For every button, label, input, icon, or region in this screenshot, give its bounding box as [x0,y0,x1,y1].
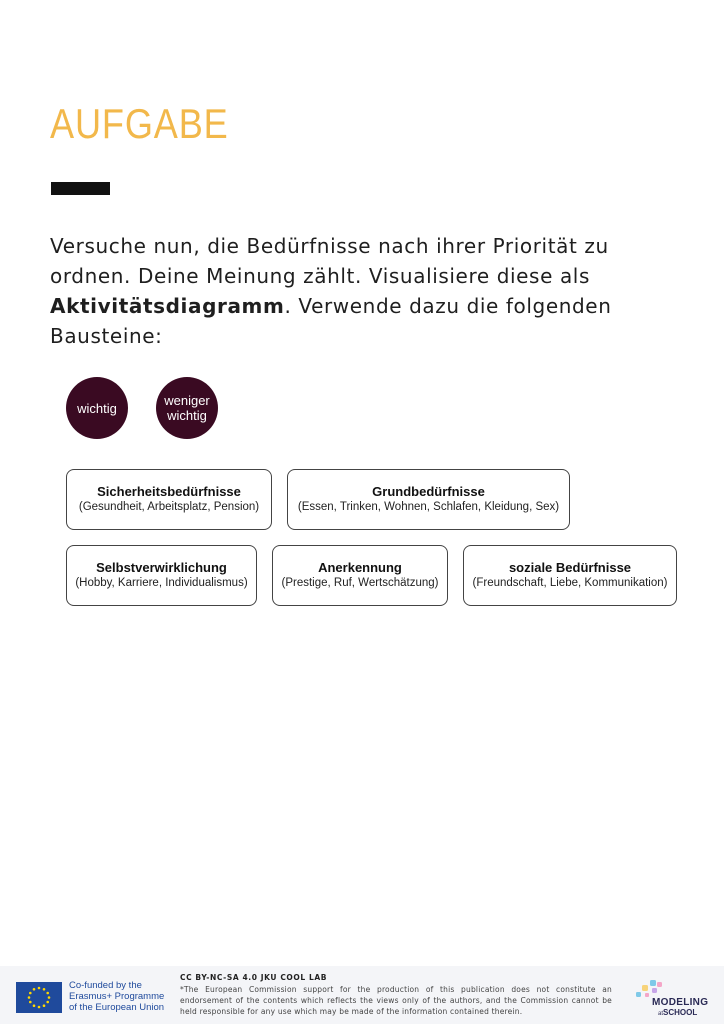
block-detail: (Prestige, Ruf, Wertschätzung) [281,577,439,589]
block-detail: (Gesundheit, Arbeitsplatz, Pension) [78,501,260,513]
block-title: Anerkennung [318,560,402,575]
block-basic-needs [287,469,570,530]
disclaimer-text: *The European Commission support for the production of this publication does not constitute an endorsement of the contents which reflects the views only of the authors, and the Commission cannot be held responsible for any use which may be made of the information contained therein. [180,985,612,1016]
block-recognition [272,545,448,606]
circle-label: wichtig [77,400,117,416]
eu-flag-icon [16,982,62,1013]
block-detail: (Freundschaft, Liebe, Kommunikation) [472,577,668,589]
intro-bold-term: Aktivitätsdiagramm [50,294,285,318]
intro-text: Versuche nun, die Bedürfnisse nach ihrer Priorität zu ordnen. Deine Meinung zählt. Visualisiere diese als [50,234,609,288]
intro-text-end: . Verwende dazu die folgenden Bausteine: [50,294,612,348]
block-self-actualization [66,545,257,606]
block-social-needs [463,545,677,606]
block-title: soziale Bedürfnisse [508,560,632,575]
license-label: CC BY-NC-SA 4.0 JKU COOL LAB [180,973,328,982]
logo-text: MODELING [652,997,709,1008]
task-description [50,231,690,351]
block-title: Sicherheitsbedürfnisse [97,484,241,499]
page-footer [0,966,724,1024]
priority-circle-less-important [156,377,218,439]
circle-label: weniger wichtig [164,393,210,423]
block-detail: (Hobby, Karriere, Individualismus) [75,577,248,589]
eu-funding-label: Co-funded by the Erasmus+ Programme of the European Union [69,980,165,1013]
logo-subtext: atSCHOOL [658,1008,698,1017]
modeling-at-school-logo [632,978,710,1018]
priority-circle-important [66,377,128,439]
title-underline [51,182,110,195]
block-title: Grundbedürfnisse [372,484,485,499]
page-title: AUFGABE [50,100,229,147]
block-detail: (Essen, Trinken, Wohnen, Schlafen, Kleidung, Sex) [297,501,560,513]
block-security-needs [66,469,272,530]
block-title: Selbstverwirklichung [96,560,227,575]
